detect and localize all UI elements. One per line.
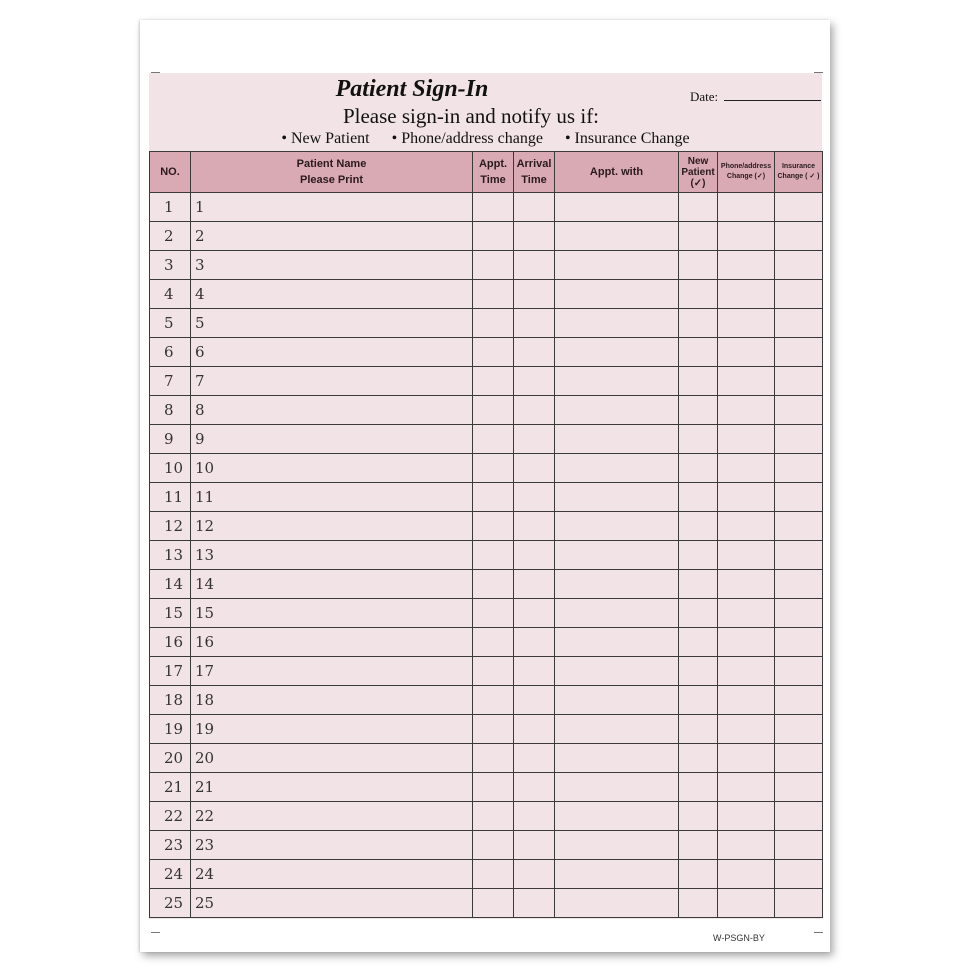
arrival-time-cell[interactable] [514, 744, 555, 773]
appt-with-cell[interactable] [555, 222, 679, 251]
appt-with-cell[interactable] [555, 657, 679, 686]
table-row [150, 744, 823, 773]
appt-with-cell[interactable] [555, 309, 679, 338]
phone-address-change-check-cell[interactable] [718, 309, 775, 338]
table-row [150, 802, 823, 831]
arrival-time-cell[interactable] [514, 396, 555, 425]
bullet-phone-address-change: • Phone/address change [391, 130, 543, 147]
patient-name-cell[interactable]: 10 [191, 454, 473, 483]
patient-name-cell[interactable]: 23 [191, 831, 473, 860]
header-appt-with: Appt. with [555, 152, 679, 193]
row-number-cell[interactable]: 19 [150, 715, 191, 744]
appt-time-cell[interactable] [473, 802, 514, 831]
phone-address-change-check-cell[interactable] [718, 773, 775, 802]
patient-name-cell[interactable]: 1 [191, 193, 473, 222]
header-appt-time: Appt. Time [473, 152, 514, 193]
appt-time-cell[interactable] [473, 512, 514, 541]
phone-address-change-check-cell[interactable] [718, 715, 775, 744]
arrival-time-cell[interactable] [514, 483, 555, 512]
phone-address-change-check-cell[interactable] [718, 251, 775, 280]
table-row [150, 541, 823, 570]
phone-address-change-check-cell[interactable] [718, 338, 775, 367]
appt-with-cell[interactable] [555, 889, 679, 918]
insurance-change-check-cell[interactable] [775, 686, 823, 715]
row-number-cell[interactable]: 4 [150, 280, 191, 309]
header-insurance-change: Insurance Change ( ✓ ) [775, 152, 823, 193]
table-row [150, 773, 823, 802]
phone-address-change-check-cell[interactable] [718, 744, 775, 773]
phone-address-change-check-cell[interactable] [718, 657, 775, 686]
form-code: W-PSGN-BY [713, 933, 765, 943]
insurance-change-check-cell[interactable] [775, 338, 823, 367]
patient-name-cell[interactable]: 4 [191, 280, 473, 309]
arrival-time-cell[interactable] [514, 657, 555, 686]
row-number-cell[interactable]: 7 [150, 367, 191, 396]
row-number-cell[interactable]: 25 [150, 889, 191, 918]
new-patient-check-cell[interactable] [679, 251, 718, 280]
table-header-row [150, 152, 823, 193]
insurance-change-check-cell[interactable] [775, 570, 823, 599]
phone-address-change-check-cell[interactable] [718, 889, 775, 918]
patient-name-cell[interactable]: 12 [191, 512, 473, 541]
insurance-change-check-cell[interactable] [775, 657, 823, 686]
table-row [150, 222, 823, 251]
table-row [150, 889, 823, 918]
appt-with-cell[interactable] [555, 338, 679, 367]
table-row [150, 367, 823, 396]
table-row [150, 628, 823, 657]
appt-time-cell[interactable] [473, 744, 514, 773]
phone-address-change-check-cell[interactable] [718, 860, 775, 889]
appt-time-cell[interactable] [473, 193, 514, 222]
new-patient-check-cell[interactable] [679, 570, 718, 599]
new-patient-check-cell[interactable] [679, 280, 718, 309]
row-number-cell[interactable]: 9 [150, 425, 191, 454]
row-number-cell[interactable]: 24 [150, 860, 191, 889]
table-row [150, 512, 823, 541]
appt-time-cell[interactable] [473, 251, 514, 280]
header-new-patient: New Patient (✓) [679, 152, 718, 193]
arrival-time-cell[interactable] [514, 773, 555, 802]
table-row [150, 599, 823, 628]
form-title: Patient Sign-In [335, 76, 489, 102]
new-patient-check-cell[interactable] [679, 773, 718, 802]
insurance-change-check-cell[interactable] [775, 483, 823, 512]
appt-with-cell[interactable] [555, 541, 679, 570]
appt-with-cell[interactable] [555, 425, 679, 454]
insurance-change-check-cell[interactable] [775, 251, 823, 280]
appt-time-cell[interactable] [473, 715, 514, 744]
arrival-time-cell[interactable] [514, 251, 555, 280]
appt-time-cell[interactable] [473, 338, 514, 367]
table-row [150, 686, 823, 715]
row-number-cell[interactable]: 3 [150, 251, 191, 280]
appt-with-cell[interactable] [555, 715, 679, 744]
new-patient-check-cell[interactable] [679, 367, 718, 396]
new-patient-check-cell[interactable] [679, 222, 718, 251]
phone-address-change-check-cell[interactable] [718, 222, 775, 251]
patient-name-cell[interactable]: 13 [191, 541, 473, 570]
phone-address-change-check-cell[interactable] [718, 367, 775, 396]
new-patient-check-cell[interactable] [679, 686, 718, 715]
arrival-time-cell[interactable] [514, 599, 555, 628]
insurance-change-check-cell[interactable] [775, 367, 823, 396]
insurance-change-check-cell[interactable] [775, 454, 823, 483]
insurance-change-check-cell[interactable] [775, 744, 823, 773]
phone-address-change-check-cell[interactable] [718, 280, 775, 309]
header-patient-name: Patient Name Please Print [191, 152, 473, 193]
arrival-time-cell[interactable] [514, 860, 555, 889]
patient-name-cell[interactable]: 9 [191, 425, 473, 454]
row-number-cell[interactable]: 22 [150, 802, 191, 831]
appt-with-cell[interactable] [555, 251, 679, 280]
new-patient-check-cell[interactable] [679, 338, 718, 367]
new-patient-check-cell[interactable] [679, 483, 718, 512]
row-number-cell[interactable]: 5 [150, 309, 191, 338]
appt-with-cell[interactable] [555, 686, 679, 715]
appt-time-cell[interactable] [473, 570, 514, 599]
insurance-change-check-cell[interactable] [775, 512, 823, 541]
phone-address-change-check-cell[interactable] [718, 512, 775, 541]
row-number-cell[interactable]: 11 [150, 483, 191, 512]
insurance-change-check-cell[interactable] [775, 802, 823, 831]
insurance-change-check-cell[interactable] [775, 396, 823, 425]
phone-address-change-check-cell[interactable] [718, 831, 775, 860]
patient-name-cell[interactable]: 15 [191, 599, 473, 628]
appt-time-cell[interactable] [473, 657, 514, 686]
patient-name-cell[interactable]: 24 [191, 860, 473, 889]
insurance-change-check-cell[interactable] [775, 280, 823, 309]
table-row [150, 309, 823, 338]
insurance-change-check-cell[interactable] [775, 541, 823, 570]
arrival-time-cell[interactable] [514, 628, 555, 657]
new-patient-check-cell[interactable] [679, 309, 718, 338]
appt-time-cell[interactable] [473, 889, 514, 918]
left-margin-tick-bottom [151, 932, 160, 933]
table-row [150, 251, 823, 280]
insurance-change-check-cell[interactable] [775, 425, 823, 454]
arrival-time-cell[interactable] [514, 309, 555, 338]
arrival-time-cell[interactable] [514, 425, 555, 454]
patient-name-cell[interactable]: 8 [191, 396, 473, 425]
patient-name-cell[interactable]: 16 [191, 628, 473, 657]
new-patient-check-cell[interactable] [679, 396, 718, 425]
new-patient-check-cell[interactable] [679, 831, 718, 860]
insurance-change-check-cell[interactable] [775, 860, 823, 889]
arrival-time-cell[interactable] [514, 541, 555, 570]
appt-with-cell[interactable] [555, 860, 679, 889]
insurance-change-check-cell[interactable] [775, 599, 823, 628]
patient-name-cell[interactable]: 11 [191, 483, 473, 512]
insurance-change-check-cell[interactable] [775, 193, 823, 222]
phone-address-change-check-cell[interactable] [718, 425, 775, 454]
appt-with-cell[interactable] [555, 628, 679, 657]
appt-with-cell[interactable] [555, 280, 679, 309]
phone-address-change-check-cell[interactable] [718, 396, 775, 425]
patient-name-cell[interactable]: 3 [191, 251, 473, 280]
right-margin-tick-bottom [814, 932, 823, 933]
insurance-change-check-cell[interactable] [775, 773, 823, 802]
appt-time-cell[interactable] [473, 425, 514, 454]
appt-with-cell[interactable] [555, 831, 679, 860]
phone-address-change-check-cell[interactable] [718, 193, 775, 222]
row-number-cell[interactable]: 21 [150, 773, 191, 802]
arrival-time-cell[interactable] [514, 715, 555, 744]
arrival-time-cell[interactable] [514, 454, 555, 483]
new-patient-check-cell[interactable] [679, 512, 718, 541]
new-patient-check-cell[interactable] [679, 860, 718, 889]
appt-with-cell[interactable] [555, 396, 679, 425]
appt-with-cell[interactable] [555, 599, 679, 628]
appt-time-cell[interactable] [473, 686, 514, 715]
arrival-time-cell[interactable] [514, 338, 555, 367]
bullet-new-patient: • New Patient [281, 130, 370, 147]
new-patient-check-cell[interactable] [679, 744, 718, 773]
new-patient-check-cell[interactable] [679, 802, 718, 831]
table-row [150, 570, 823, 599]
new-patient-check-cell[interactable] [679, 628, 718, 657]
arrival-time-cell[interactable] [514, 686, 555, 715]
appt-with-cell[interactable] [555, 802, 679, 831]
row-number-cell[interactable]: 23 [150, 831, 191, 860]
new-patient-check-cell[interactable] [679, 657, 718, 686]
patient-name-cell[interactable]: 18 [191, 686, 473, 715]
patient-name-cell[interactable]: 22 [191, 802, 473, 831]
row-number-cell[interactable]: 17 [150, 657, 191, 686]
row-number-cell[interactable]: 1 [150, 193, 191, 222]
appt-time-cell[interactable] [473, 860, 514, 889]
arrival-time-cell[interactable] [514, 222, 555, 251]
appt-time-cell[interactable] [473, 222, 514, 251]
date-label: Date: [690, 89, 719, 104]
row-number-cell[interactable]: 15 [150, 599, 191, 628]
row-number-cell[interactable]: 6 [150, 338, 191, 367]
row-number-cell[interactable]: 2 [150, 222, 191, 251]
new-patient-check-cell[interactable] [679, 193, 718, 222]
arrival-time-cell[interactable] [514, 831, 555, 860]
appt-with-cell[interactable] [555, 570, 679, 599]
phone-address-change-check-cell[interactable] [718, 686, 775, 715]
appt-with-cell[interactable] [555, 367, 679, 396]
table-row [150, 831, 823, 860]
table-row [150, 454, 823, 483]
arrival-time-cell[interactable] [514, 512, 555, 541]
patient-name-cell[interactable]: 6 [191, 338, 473, 367]
table-row [150, 396, 823, 425]
row-number-cell[interactable]: 12 [150, 512, 191, 541]
patient-name-cell[interactable]: 5 [191, 309, 473, 338]
arrival-time-cell[interactable] [514, 193, 555, 222]
arrival-time-cell[interactable] [514, 570, 555, 599]
row-number-cell[interactable]: 18 [150, 686, 191, 715]
header-no: NO. [150, 152, 191, 193]
table-row [150, 715, 823, 744]
insurance-change-check-cell[interactable] [775, 715, 823, 744]
arrival-time-cell[interactable] [514, 802, 555, 831]
phone-address-change-check-cell[interactable] [718, 483, 775, 512]
table-row [150, 657, 823, 686]
new-patient-check-cell[interactable] [679, 541, 718, 570]
table-row [150, 425, 823, 454]
bullet-insurance-change: • Insurance Change [564, 130, 690, 147]
appt-with-cell[interactable] [555, 773, 679, 802]
row-number-cell[interactable]: 8 [150, 396, 191, 425]
form-subtitle: Please sign-in and notify us if: [342, 104, 600, 128]
appt-time-cell[interactable] [473, 309, 514, 338]
patient-name-cell[interactable]: 25 [191, 889, 473, 918]
phone-address-change-check-cell[interactable] [718, 570, 775, 599]
table-row [150, 338, 823, 367]
appt-with-cell[interactable] [555, 454, 679, 483]
appt-time-cell[interactable] [473, 599, 514, 628]
arrival-time-cell[interactable] [514, 367, 555, 396]
appt-time-cell[interactable] [473, 280, 514, 309]
notify-reasons [149, 130, 822, 148]
insurance-change-check-cell[interactable] [775, 628, 823, 657]
new-patient-check-cell[interactable] [679, 889, 718, 918]
patient-name-cell[interactable]: 21 [191, 773, 473, 802]
patient-name-cell[interactable]: 2 [191, 222, 473, 251]
new-patient-check-cell[interactable] [679, 599, 718, 628]
header-phone-address-change: Phone/address Change (✓) [718, 152, 775, 193]
appt-time-cell[interactable] [473, 628, 514, 657]
header-arrival-time: Arrival Time [514, 152, 555, 193]
patient-name-cell[interactable]: 7 [191, 367, 473, 396]
table-row [150, 860, 823, 889]
sign-in-table [149, 151, 823, 918]
appt-with-cell[interactable] [555, 483, 679, 512]
appt-with-cell[interactable] [555, 193, 679, 222]
table-row [150, 280, 823, 309]
appt-time-cell[interactable] [473, 831, 514, 860]
insurance-change-check-cell[interactable] [775, 831, 823, 860]
new-patient-check-cell[interactable] [679, 715, 718, 744]
row-number-cell[interactable]: 10 [150, 454, 191, 483]
appt-time-cell[interactable] [473, 773, 514, 802]
patient-name-cell[interactable]: 14 [191, 570, 473, 599]
new-patient-check-cell[interactable] [679, 425, 718, 454]
phone-address-change-check-cell[interactable] [718, 802, 775, 831]
appt-time-cell[interactable] [473, 541, 514, 570]
arrival-time-cell[interactable] [514, 280, 555, 309]
row-number-cell[interactable]: 13 [150, 541, 191, 570]
table-row [150, 483, 823, 512]
insurance-change-check-cell[interactable] [775, 889, 823, 918]
patient-name-cell[interactable]: 20 [191, 744, 473, 773]
insurance-change-check-cell[interactable] [775, 222, 823, 251]
arrival-time-cell[interactable] [514, 889, 555, 918]
table-row [150, 193, 823, 222]
appt-with-cell[interactable] [555, 512, 679, 541]
phone-address-change-check-cell[interactable] [718, 454, 775, 483]
phone-address-change-check-cell[interactable] [718, 541, 775, 570]
appt-time-cell[interactable] [473, 367, 514, 396]
row-number-cell[interactable]: 16 [150, 628, 191, 657]
new-patient-check-cell[interactable] [679, 454, 718, 483]
appt-with-cell[interactable] [555, 744, 679, 773]
date-field-line[interactable] [724, 100, 821, 101]
phone-address-change-check-cell[interactable] [718, 599, 775, 628]
appt-time-cell[interactable] [473, 396, 514, 425]
appt-time-cell[interactable] [473, 483, 514, 512]
insurance-change-check-cell[interactable] [775, 309, 823, 338]
row-number-cell[interactable]: 20 [150, 744, 191, 773]
appt-time-cell[interactable] [473, 454, 514, 483]
patient-name-cell[interactable]: 17 [191, 657, 473, 686]
phone-address-change-check-cell[interactable] [718, 628, 775, 657]
patient-name-cell[interactable]: 19 [191, 715, 473, 744]
row-number-cell[interactable]: 14 [150, 570, 191, 599]
